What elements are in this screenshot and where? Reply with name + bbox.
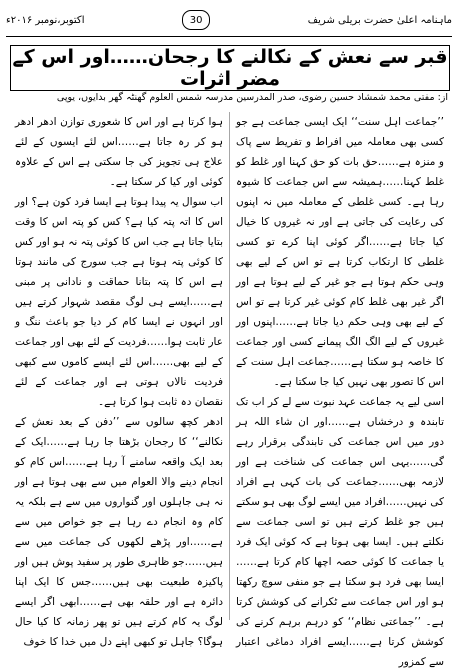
paragraph: اب سوال یہ پیدا ہوتا ہے ایسا فرد کون ہے؟ اور اس کا اتہ پتہ کیا ہے؟ کس کو پتہ اس کا وقت بتایا جاتا ہے جب اس کا کوئی پتہ نہ ہو اور کس کا کوئی پتہ ہوتا ہے جب سورج کی مانند ہوتا ہے اس کا پتہ بتانا حماقت و نادانی پر مبنی ہے……ایسے ہی لوگ مقصد شہوار کرتے ہیں اور انہوں نے ایسا کام کر دیا جو باعث ننگ و عار ثابت ہوا……فردیت کے لئے بھی اور جماعت کے لیے بھی……اس لئے ایسے کاموں سے کبھی فردیت نالاں ہوتی ہے اور جماعت کے لئے نقصان دہ ثابت ہوا کرتا ہے۔ [15, 196, 223, 408]
right-column [230, 112, 450, 668]
magazine-name: ماہنامہ اعلیٰ حضرت بریلی شریف [307, 14, 452, 26]
page-number: 30 [182, 10, 210, 30]
paragraph: اسی لیے یہ جماعت عہد نبوت سے لے کر اب تک تابندہ و درخشاں ہے……اور ان شاء اللہ ہر دور میں اس جماعت کی تابندگی برقرار رہے گی……یہی اس جماعت کی شناخت ہے اور لازمہ بھی……جماعت کی بات کہی ہے افراد کی نہیں……افراد میں ایسے لوگ بھی ہو سکتے ہیں جو غلط کرتے ہیں تو اسی جماعت سے نکلتے ہیں۔ ایسا بھی ہوتا ہے کہ کوئی ایک فرد یا جماعت کا کوئی حصہ اچھا کام کرتا ہے……ایسا بھی فرد ہو سکتا ہے جو منفی سوچ رکھتا ہو اور اس جماعت سے ٹکرانے کی کوشش کرتا ہے۔ ’’جماعتی نظام‘‘ کو درہم برہم کرنے کی کوشش کرتا ہے……ایسے افراد دماغی اعتبار سے کمزور [236, 396, 444, 668]
article-title: قبر سے نعش کے نکالنے کا رجحان……اور اس کے مضر اثرات [10, 45, 450, 91]
paragraph: ’’جماعت اہل سنت‘‘ ایک ایسی جماعت ہے جو کسی بھی معاملہ میں افراط و تفریط سے پاک و منزہ ہے……حق بات کو حق کہنا اور غلط کو غلط کہنا……ہمیشہ سے اس جماعت کا شیوہ رہا ہے۔ کسی غلطی کے معاملہ میں نہ اپنوں کی رعایت کی جاتی ہے اور نہ غیروں کا خیال کیا جاتا ہے……اگر کوئی اپنا کرے تو کسی غلطی کا ارتکاب کرتا ہے تو اس کے لیے بھی وہی حکم ہوتا ہے جو غیر کے لیے ہوتا ہے اور اگر غیر بھی غلط کام کوئی غیر کرتا ہے تو اس کے لیے بھی وہی حکم دیا جاتا ہے……اپنوں اور غیروں کے لیے الگ الگ پیمانے کسی اور جماعت کا خاصہ ہو سکتا ہے……جماعت اہل سنت کے اس کا تصور بھی نہیں کیا جا سکتا ہے۔ [236, 116, 444, 388]
page-header [6, 6, 452, 34]
left-column [9, 112, 229, 648]
paragraph: ادھر کچھ سالوں سے ’’دفن کے بعد نعش کے نکالنے‘‘ کا رجحان بڑھتا جا رہا ہے……ایک کے بعد ایک واقعہ سامنے آ رہا ہے……اس کام کو انجام دینے والا العوام میں سے بھی ہوتا ہے اور نہ ہی جاہلوں اور گنواروں میں سے ہے بلکہ یہ کام وہ انجام دے رہا ہے جو خواص میں سے ہے……اور پڑھے لکھوں کی جماعت میں سے ہیں……جو ظاہری طور پر سفید پوش ہیں اور پاکیزہ طبعیت بھی ہیں……جس کا ایک اپنا دائرہ ہے اور حلقہ بھی ہے……ابھی اگر ایسے لوگ یہ کام کرتے ہیں تو پھر زمانہ کا کیا حال ہوگا؟ جاہل تو کبھی اپنے دل میں خدا کا خوف [15, 416, 223, 648]
header-rule [6, 36, 452, 37]
column-divider [229, 112, 230, 620]
paragraph: ہوا کرتا ہے اور اس کا شعوری توازن ادھر ادھر ہو کر رہ جاتا ہے……اس لئے ایسوں کے لئے علاج ہی تجویز کی جا سکتی ہے اس کے علاوہ کوئی اور کیا کر سکتا ہے۔ [15, 116, 223, 188]
issue-date: اکتوبر،نومبر ۲۰۱۶ء [6, 14, 85, 26]
article-body [8, 112, 450, 668]
article-byline: از: مفتی محمد شمشاد حسین رضوی، صدر المدرسین مدرسہ شمس العلوم گھنٹہ گھر بدایوں، یوپی [56, 92, 448, 103]
